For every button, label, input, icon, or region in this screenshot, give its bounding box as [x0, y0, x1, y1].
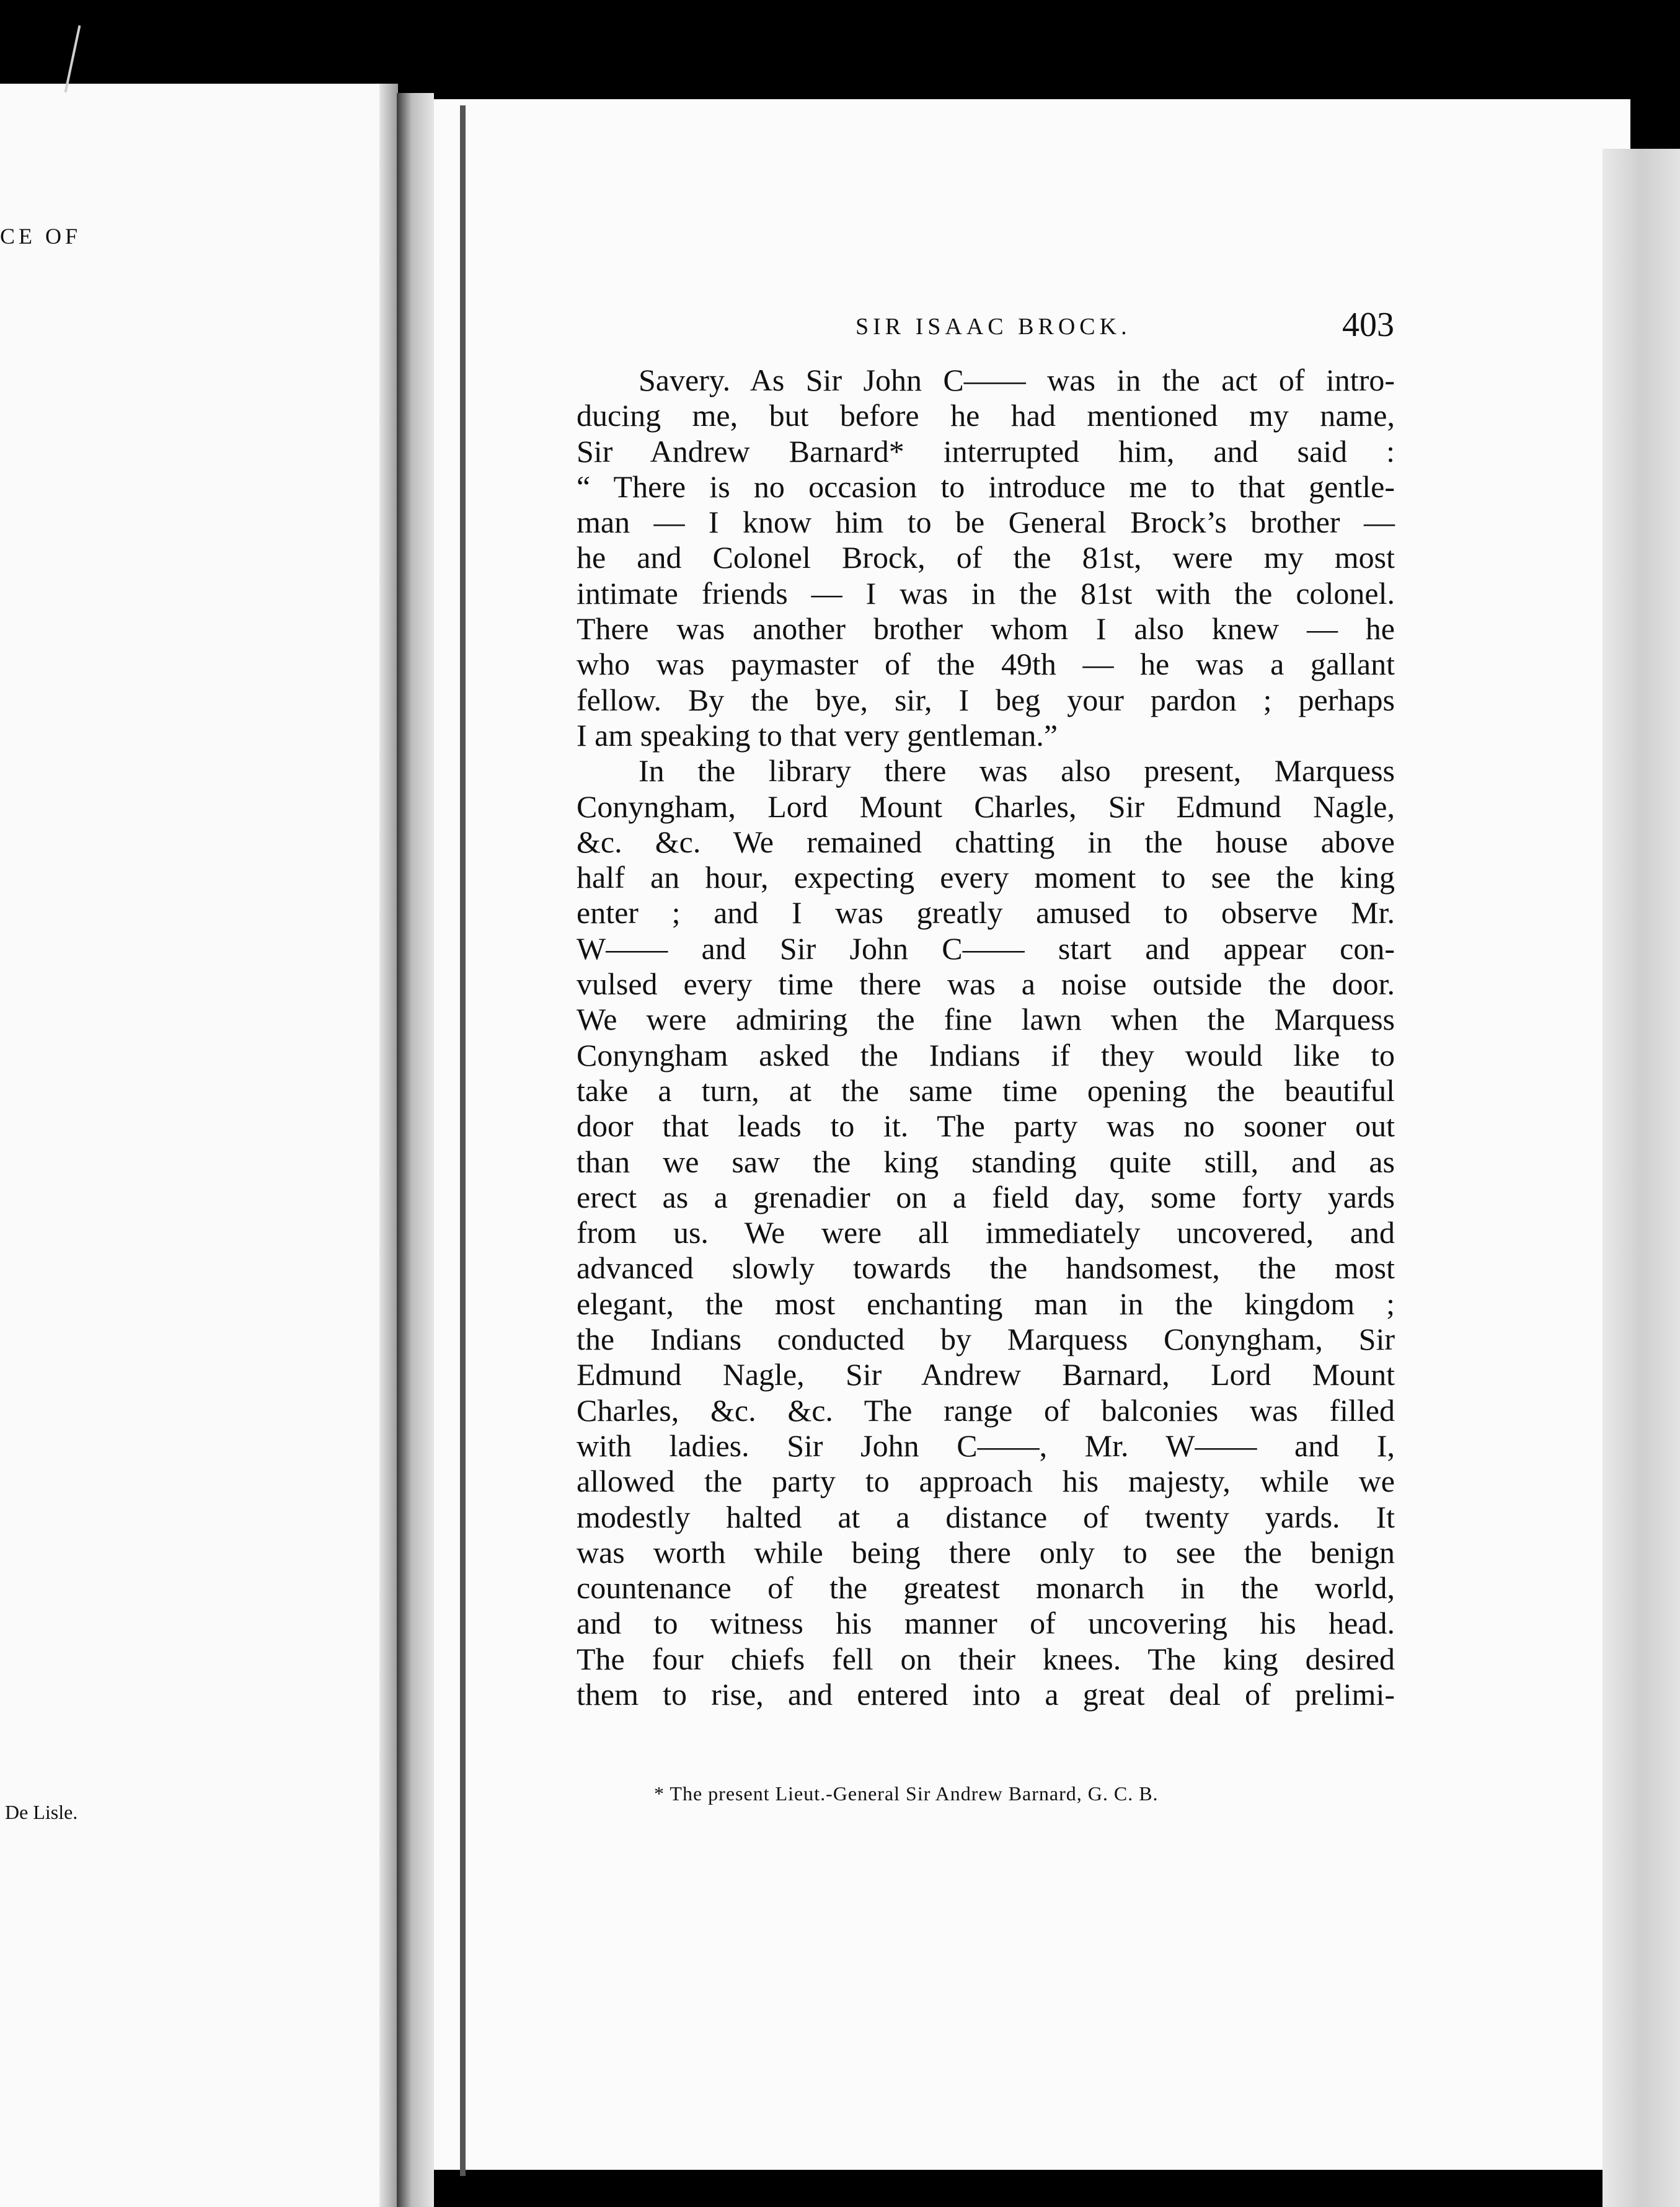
text-line: he and Colonel Brock, of the 81st, were my most	[577, 540, 1395, 575]
text-line: Edmund Nagle, Sir Andrew Barnard, Lord Mount	[577, 1357, 1395, 1392]
text-line: &c. &c. We remained chatting in the house above	[577, 824, 1395, 859]
text-line: Conyngham, Lord Mount Charles, Sir Edmund Nagle,	[577, 789, 1395, 824]
text-line: enter ; and I was greatly amused to observe Mr.	[577, 895, 1395, 931]
text-line: Sir Andrew Barnard* interrupted him, and said :	[577, 433, 1395, 469]
text-line: advanced slowly towards the handsomest, the most	[577, 1250, 1395, 1286]
footnote: * The present Lieut.-General Sir Andrew Barnard, G. C. B.	[654, 1782, 1159, 1805]
text-line: allowed the party to approach his majesty, while we	[577, 1464, 1395, 1499]
running-head: SIR ISAAC BROCK.	[855, 314, 1131, 340]
text-line: half an hour, expecting every moment to see the king	[577, 860, 1395, 895]
text-line: countenance of the greatest monarch in the world,	[577, 1570, 1395, 1606]
text-line: “ There is no occasion to introduce me to that gentle-	[577, 469, 1395, 504]
text-line: elegant, the most enchanting man in the kingdom ;	[577, 1286, 1395, 1321]
text-line: erect as a grenadier on a field day, some forty yards	[577, 1179, 1395, 1214]
text-line: Conyngham asked the Indians if they would like to	[577, 1037, 1395, 1073]
text-line: I am speaking to that very gentleman.”	[577, 717, 1058, 753]
text-line: The four chiefs fell on their knees. The king desired	[577, 1641, 1395, 1676]
text-line: There was another brother whom I also knew — he	[577, 611, 1395, 647]
left-page	[0, 84, 387, 2207]
binding-line	[460, 105, 466, 2176]
text-line: We were admiring the fine lawn when the Marquess	[577, 1002, 1395, 1037]
text-line: and to witness his manner of uncovering his head.	[577, 1606, 1395, 1641]
text-line: who was paymaster of the 49th — he was a gallant	[577, 647, 1395, 682]
text-line: door that leads to it. The party was no sooner out	[577, 1108, 1395, 1144]
text-line: fellow. By the bye, sir, I beg your pardon ; perhaps	[577, 682, 1395, 717]
text-line: In the library there was also present, Marquess	[639, 753, 1395, 789]
text-line: was worth while being there only to see the benign	[577, 1534, 1395, 1570]
text-line: take a turn, at the same time opening the beautiful	[577, 1073, 1395, 1108]
binding-shadow	[397, 93, 434, 2207]
text-line: ducing me, but before he had mentioned my name,	[577, 398, 1395, 433]
body-text	[577, 363, 1395, 1712]
text-line: man — I know him to be General Brock’s brother —	[577, 505, 1395, 540]
text-line: Savery. As Sir John C—— was in the act of intro-	[639, 363, 1395, 397]
text-line: intimate friends — I was in the 81st with the colonel.	[577, 575, 1395, 611]
text-line: with ladies. Sir John C——, Mr. W—— and I,	[577, 1428, 1395, 1463]
left-running-head: CE OF	[0, 224, 82, 249]
text-line: Charles, &c. &c. The range of balconies was filled	[577, 1392, 1395, 1428]
left-page-gutter	[379, 84, 398, 2207]
text-line: than we saw the king standing quite still, and as	[577, 1144, 1395, 1179]
text-line: the Indians conducted by Marquess Conyngham, Sir	[577, 1322, 1395, 1357]
scan-mark	[64, 25, 81, 92]
text-line: modestly halted at a distance of twenty yards. It	[577, 1499, 1395, 1534]
text-line: vulsed every time there was a noise outside the door.	[577, 966, 1395, 1002]
text-line: from us. We were all immediately uncovered, and	[577, 1215, 1395, 1250]
left-text-line: De Lisle.	[5, 1801, 78, 1823]
page-edge	[1603, 149, 1680, 2207]
text-line: them to rise, and entered into a great deal of prelimi-	[577, 1676, 1395, 1712]
text-line: W—— and Sir John C—— start and appear con-	[577, 931, 1395, 966]
page-number: 403	[1342, 306, 1394, 344]
